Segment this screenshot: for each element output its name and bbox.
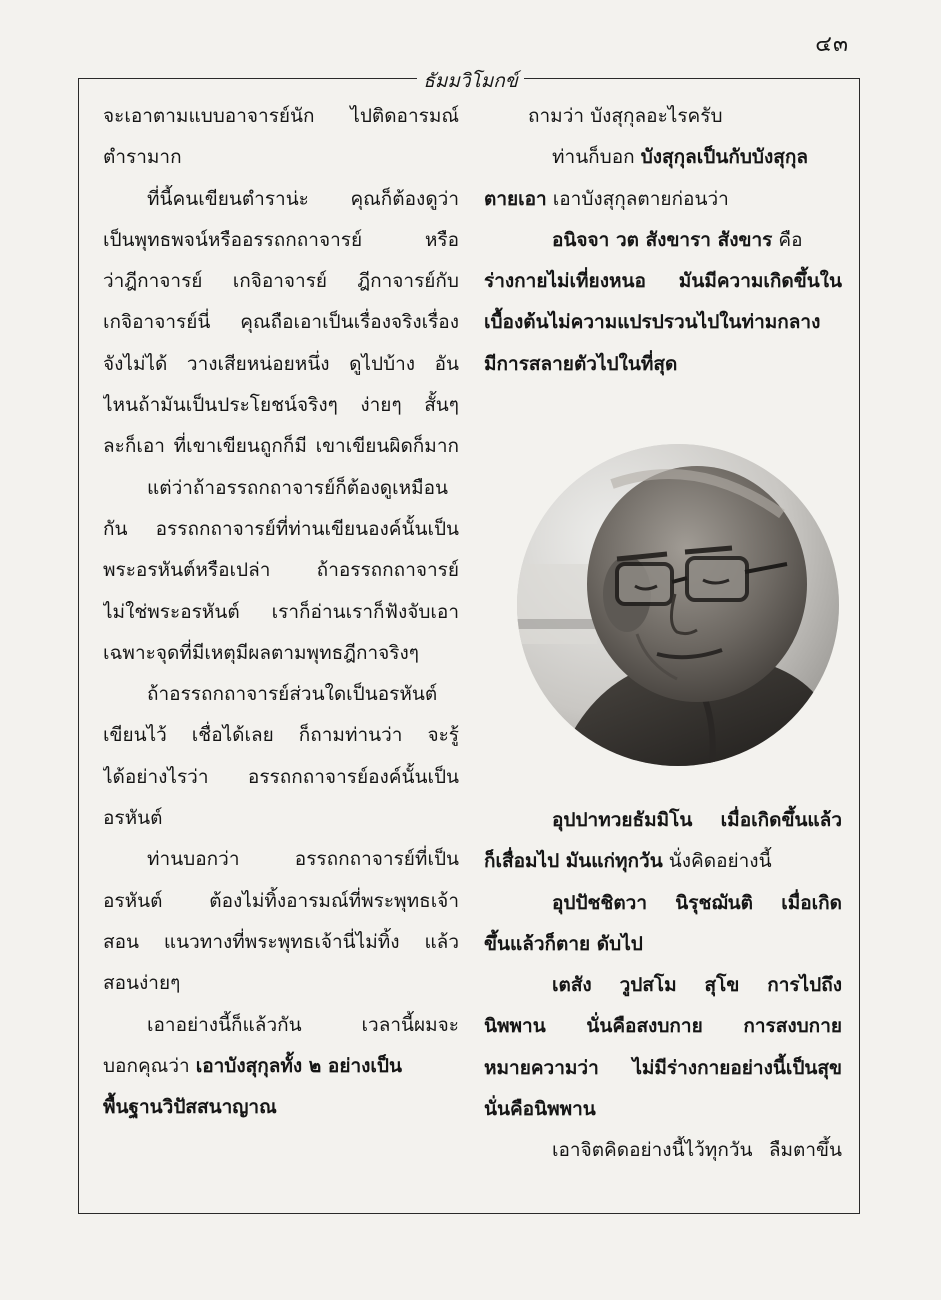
text-line: ไหนถ้ามันเป็นประโยชน์จริงๆ ง่ายๆ สั้นๆ [103, 394, 459, 417]
text-line: เขียนไว้ เชื่อได้เลย ก็ถามท่านว่า จะรู้ [103, 724, 459, 747]
text-span: บอกคุณว่า [103, 1054, 196, 1077]
running-title [0, 66, 941, 96]
text-line [484, 220, 842, 261]
text-line: เฉพาะจุดที่มีเหตุมีผลตามพุทธฎีกาจริงๆ [103, 641, 419, 664]
text-line: เป็นพุทธพจน์หรืออรรถกถาจารย์ หรือ [103, 228, 459, 251]
text-line [484, 924, 842, 965]
text-line: เอาจิตคิดอย่างนี้ไว้ทุกวัน ลืมตาขึ้น [552, 1139, 842, 1162]
bold-text: บังสุกุลเป็นกับบังสุกุล [640, 146, 808, 169]
text-line [484, 179, 842, 220]
text-line [103, 1087, 459, 1128]
bold-text: พื้นฐานวิปัสสนาญาณ [103, 1096, 277, 1119]
bold-text: ก็เสื่อมไป มันแก่ทุกวัน [484, 850, 663, 873]
text-line: ถามว่า บังสุกุลอะไรครับ [528, 105, 723, 127]
text-line: จังไม่ได้ วางเสียหน่อยหนึ่ง ดูไปบ้าง อัน [103, 352, 459, 375]
text-line: ถ้าอรรถกถาจารย์ส่วนใดเป็นอรหันต์ [147, 683, 438, 706]
text-span: ท่านก็บอก [552, 146, 641, 169]
text-line [484, 302, 842, 343]
right-column-top [484, 96, 842, 385]
text-line: ที่นี้คนเขียนตำราน่ะ คุณก็ต้องดูว่า [147, 187, 459, 210]
text-line: อรหันต์ ต้องไม่ทิ้งอารมณ์ที่พระพุทธเจ้า [103, 889, 459, 912]
text-line [484, 883, 842, 924]
text-line: ว่าฎีกาจารย์ เกจิอาจารย์ ฎีกาจารย์กับ [103, 270, 459, 293]
text-line [484, 1048, 842, 1089]
text-line: ละก็เอา ที่เขาเขียนถูกก็มี เขาเขียนผิดก็มาก [103, 435, 459, 458]
text-span: เอาบังสุกุลตายก่อนว่า [546, 187, 729, 210]
text-line [484, 137, 842, 178]
bold-text: ร่างกายไม่เที่ยงหนอ มันมีความเกิดขึ้นใน [484, 270, 842, 293]
bold-text: เตสัง วูปสโม สุโข การไปถึง [552, 974, 842, 997]
text-line [484, 1006, 842, 1047]
bold-text: มีการสลายตัวไปในที่สุด [484, 352, 678, 375]
bold-text: หมายความว่า ไม่มีร่างกายอย่างนี้เป็นสุข [484, 1056, 842, 1079]
bold-text: อุปปาทวยธัมมิโน เมื่อเกิดขึ้นแล้ว [552, 809, 842, 831]
text-line: จะเอาตามแบบอาจารย์นัก ไปติดอารมณ์ [103, 105, 459, 127]
running-title-text: ธัมมวิโมกข์ [417, 70, 524, 92]
text-line: อรหันต์ [103, 807, 163, 830]
text-line: แต่ว่าถ้าอรรถกถาจารย์ก็ต้องดูเหมือน [147, 476, 449, 499]
text-span: คือ [772, 228, 803, 251]
text-line: กัน อรรถกถาจารย์ที่ท่านเขียนองค์นั้นเป็น [103, 517, 459, 540]
text-line [484, 261, 842, 302]
text-line [484, 1089, 842, 1130]
text-line [484, 965, 842, 1006]
bold-text: ขึ้นแล้วก็ตาย ดับไป [484, 932, 643, 955]
bold-text: ตายเอา [484, 187, 547, 210]
bold-text: นิพพาน นั่นคือสงบกาย การสงบกาย [484, 1015, 842, 1038]
right-column-bottom [484, 800, 842, 1172]
text-span: นั่งคิดอย่างนี้ [662, 850, 772, 873]
text-line: เอาอย่างนี้ก็แล้วกัน เวลานี้ผมจะ [147, 1013, 459, 1036]
text-line: เกจิอาจารย์นี่ คุณถือเอาเป็นเรื่องจริงเรื่อง [103, 311, 459, 334]
bold-text: เอาบังสุกุลทั้ง ๒ อย่างเป็น [195, 1054, 402, 1077]
monk-portrait-photo [517, 444, 839, 766]
bold-text: นั่นคือนิพพาน [484, 1098, 596, 1121]
text-line [103, 1046, 459, 1087]
bold-text: อนิจจา วต สังขารา สังขาร [552, 228, 773, 251]
text-line [484, 344, 842, 385]
text-line [484, 800, 842, 841]
page-number: ๔๓ [815, 32, 849, 57]
text-line: ตำรามาก [103, 146, 182, 169]
text-line: สอนง่ายๆ [103, 972, 181, 995]
left-column [103, 96, 459, 1128]
text-line [484, 841, 842, 882]
text-line: ได้อย่างไรว่า อรรถกถาจารย์องค์นั้นเป็น [103, 765, 459, 788]
text-line: พระอรหันต์หรือเปล่า ถ้าอรรถกถาจารย์ [103, 559, 459, 582]
bold-text: อุปปัชชิตวา นิรุชฌันติ เมื่อเกิด [552, 891, 842, 914]
text-line: ท่านบอกว่า อรรถกถาจารย์ที่เป็น [147, 848, 459, 871]
text-line: ไม่ใช่พระอรหันต์ เราก็อ่านเราก็ฟังจับเอา [103, 600, 459, 623]
text-line: สอน แนวทางที่พระพุทธเจ้านี่ไม่ทิ้ง แล้ว [103, 930, 459, 953]
bold-text: เบื้องต้นไม่ความแปรปรวนไปในท่ามกลาง [484, 311, 821, 334]
